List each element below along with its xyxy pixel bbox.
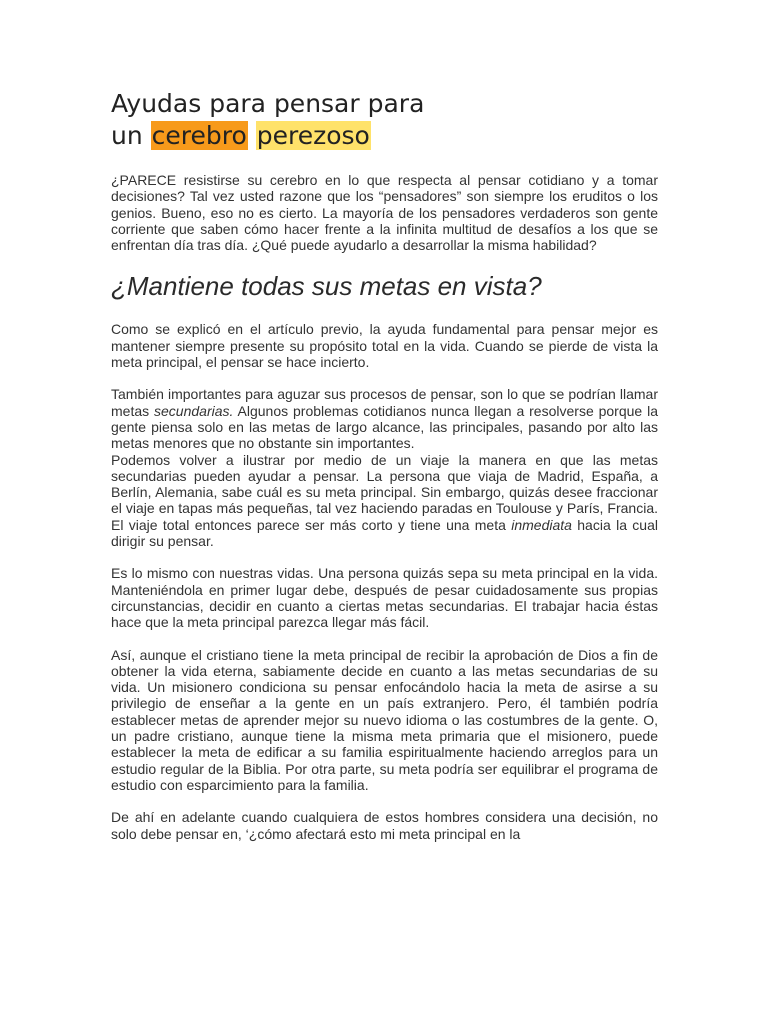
paragraph-5: Así, aunque el cristiano tiene la meta principal de recibir la aprobación de Dios a fin de obtener la vida eterna, sabiamente decide en cuanto a las metas secundarias de su vida. Un misionero condiciona su pensar enfocándolo hacia la meta de asirse a su privilegio de enseñar a la gente en un país extranjero. Pero, él también podría establecer metas de aprender mejor su nuevo idioma o las costumbres de la gente. O, un padre cristiano, aunque tiene la misma meta primaria que el misionero, puede establecer la meta de edificar a su familia espiritualmente haciendo arreglos para un estudio regular de la Biblia. Por otra parte, su meta podría ser equilibrar el programa de estudio con esparcimiento para la familia. <box>111 646 658 793</box>
highlighted-word-cerebro: cerebro <box>151 121 247 150</box>
highlighted-word-perezoso: perezoso <box>256 121 370 150</box>
title-line-1: Ayudas para pensar para <box>111 89 425 118</box>
paragraph-2-start: También importantes para aguzar sus procesos de pensar, son lo que se podrían llamar metas <box>111 386 658 419</box>
paragraph-2-end: Algunos problemas cotidianos nunca llegan a resolverse porque la gente piensa solo en las metas de largo alcance, las principales, pasando por alto las metas menores que no obstante sin importantes. <box>111 402 658 452</box>
article-title <box>111 88 658 152</box>
intro-paragraph: ¿PARECE resistirse su cerebro en lo que respecta al pensar cotidiano y a tomar decisiones? Tal vez usted razone que los “pensadores” son siempre los eruditos o los genios. Bueno, eso no es cierto. La mayoría de los pensadores verdaderos son gente corriente que saben cómo hacer frente a la infinita multitud de desafíos a los que se enfrentan día tras día. ¿Qué puede ayudarlo a desarrollar la misma habilidad? <box>111 172 658 254</box>
title-prefix: un <box>111 121 151 150</box>
italic-secundarias: secundarias. <box>154 402 234 419</box>
paragraph-3-start: Podemos volver a ilustrar por medio de un viaje la manera en que las metas secundarias pueden ayudar a pensar. La persona que viaja de Madrid, España, a Berlín, Alemania, sabe cuál es su meta principal. Sin embargo, quizás desee fraccionar el viaje en tapas más pequeñas, tal vez haciendo paradas en Toulouse y París, Francia. El viaje total entonces parece ser más corto y tiene una meta <box>111 451 658 533</box>
paragraph-3-end: hacia la cual dirigir su pensar. <box>111 516 658 550</box>
paragraph-2 <box>111 386 658 451</box>
paragraph-4: Es lo mismo con nuestras vidas. Una persona quizás sepa su meta principal en la vida. Manteniéndola en primer lugar debe, después de pesar cuidadosamente sus propias circunstancias, decidir en cuanto a ciertas metas secundarias. El trabajar hacia éstas hace que la meta principal parezca llegar más fácil. <box>111 565 658 631</box>
italic-inmediata: inmediata <box>511 516 572 533</box>
title-line-2 <box>111 120 658 152</box>
paragraph-3 <box>111 452 658 550</box>
paragraph-1: Como se explicó en el artículo previo, la ayuda fundamental para pensar mejor es mantener siempre presente su propósito total en la vida. Cuando se pierde de vista la meta principal, el pensar se hace incierto. <box>111 321 658 371</box>
title-space <box>248 121 256 150</box>
paragraph-6: De ahí en adelante cuando cualquiera de estos hombres considera una decisión, no solo debe pensar en, ‘¿cómo afectará esto mi meta principal en la <box>111 809 658 842</box>
section-heading: ¿Mantiene todas sus metas en vista? <box>111 271 542 302</box>
document-page <box>111 88 658 842</box>
